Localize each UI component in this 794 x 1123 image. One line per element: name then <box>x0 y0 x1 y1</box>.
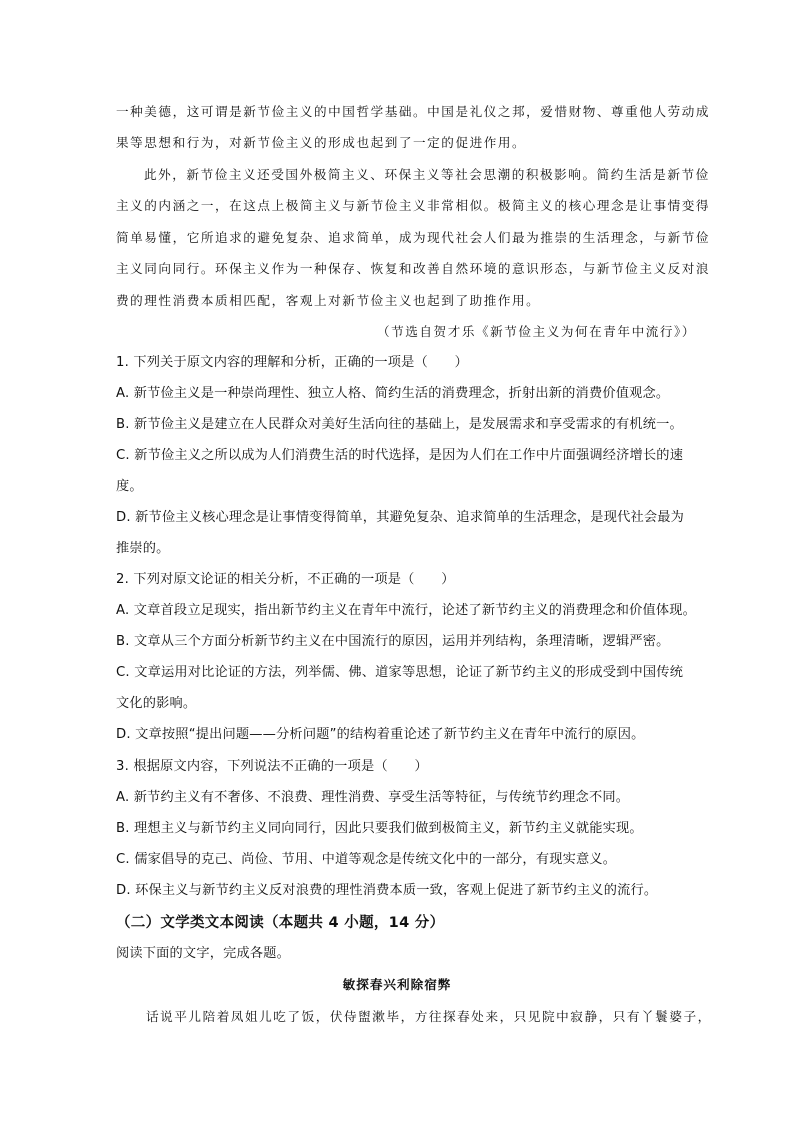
question-3-option-c: C. 儒家倡导的克己、尚俭、节用、中道等观念是传统文化中的一部分，有现实意义。 <box>116 852 617 867</box>
passage-line: 主义的内涵之一，在这点上极简主义与新节俭主义非常相似。极简主义的核心理念是让事情变得 <box>116 198 711 213</box>
question-1-option-a: A. 新节俭主义是一种崇尚理性、独立人格、简约生活的消费理念，折射出新的消费价值观念。 <box>116 386 670 401</box>
question-2-option-c-cont: 文化的影响。 <box>116 696 197 711</box>
passage-title: 敏探春兴利除宿弊 <box>342 977 452 992</box>
question-2-option-b: B. 文章从三个方面分析新节约主义在中国流行的原因，运用并列结构，条理清晰，逻辑严密。 <box>116 634 670 649</box>
question-3-stem: 3. 根据原文内容，下列说法不正确的一项是（ ） <box>116 759 428 774</box>
passage-line: 此外，新节俭主义还受国外极简主义、环保主义等社会思潮的积极影响。简约生活是新节俭 <box>144 167 710 182</box>
question-1-option-c: C. 新节俭主义之所以成为人们消费生活的时代选择，是因为人们在工作中片面强调经济增长的速 <box>116 448 684 463</box>
question-2-option-d: D. 文章按照“提出问题——分析问题”的结构着重论述了新节约主义在青年中流行的原因。 <box>116 727 645 742</box>
question-1-stem: 1. 下列关于原文内容的理解和分析，正确的一项是（ ） <box>116 355 469 370</box>
question-3-option-d: D. 环保主义与新节约主义反对浪费的理性消费本质一致，客观上促进了新节约主义的流行。 <box>116 883 658 898</box>
question-2-stem: 2. 下列对原文论证的相关分析，不正确的一项是（ ） <box>116 572 455 587</box>
passage-line: 费的理性消费本质相匹配，客观上对新节俭主义也起到了助推作用。 <box>116 293 541 308</box>
question-1-option-d-cont: 推崇的。 <box>116 541 170 556</box>
question-1-option-d: D. 新节俭主义核心理念是让事情变得简单，其避免复杂、追求简单的生活理念，是现代社会最为 <box>116 510 685 525</box>
passage-line: 话说平儿陪着凤姐儿吃了饭，伏侍盥漱毕，方往探春处来，只见院中寂静，只有丫鬟婆子， <box>146 1009 712 1024</box>
source-citation: （节选自贺才乐《新节俭主义为何在青年中流行》） <box>376 324 696 339</box>
question-2-option-c: C. 文章运用对比论证的方法，列举儒、佛、道家等思想，论证了新节约主义的形成受到中国传统 <box>116 665 684 680</box>
question-1-option-b: B. 新节俭主义是建立在人民群众对美好生活向往的基础上，是发展需求和享受需求的有机统一。 <box>116 417 683 432</box>
passage-line: 果等思想和行为，对新节俭主义的形成也起到了一定的促进作用。 <box>116 135 527 150</box>
section-heading: （二）文学类文本阅读（本题共 4 小题，14 分） <box>116 915 445 931</box>
passage-line: 一种美德，这可谓是新节俭主义的中国哲学基础。中国是礼仪之邦，爱惜财物、尊重他人劳动成 <box>116 104 711 119</box>
question-3-option-b: B. 理想主义与新节约主义同向同行，因此只要我们做到极简主义，新节约主义就能实现。 <box>116 821 643 836</box>
question-1-option-c-cont: 度。 <box>116 479 143 494</box>
passage-line: 简单易懂，它所追求的避免复杂、追求简单，成为现代社会人们最为推崇的生活理念，与新节俭 <box>116 230 711 245</box>
section-instruction: 阅读下面的文字，完成各题。 <box>116 946 291 961</box>
passage-line: 主义同向同行。环保主义作为一种保存、恢复和改善自然环境的意识形态，与新节俭主义反对浪 <box>116 261 711 276</box>
question-3-option-a: A. 新节约主义有不奢侈、不浪费、理性消费、享受生活等特征，与传统节约理念不同。 <box>116 790 630 805</box>
question-2-option-a: A. 文章首段立足现实，指出新节约主义在青年中流行，论述了新节约主义的消费理念和价值体现。 <box>116 603 697 618</box>
